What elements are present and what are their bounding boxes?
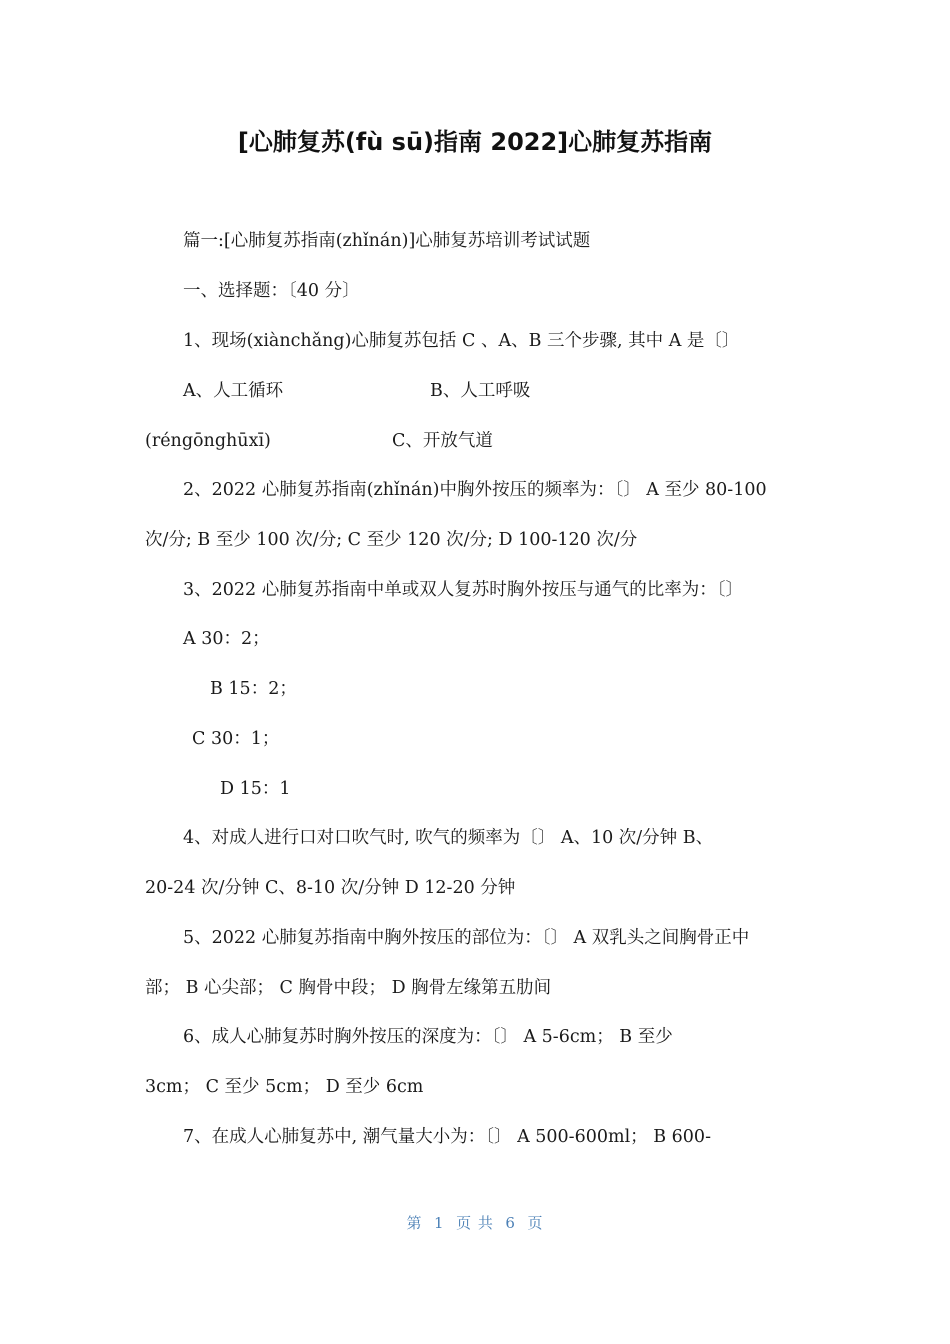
question-5-continued: 部； B 心尖部； C 胸骨中段； D 胸骨左缘第五肋间 [145, 978, 552, 998]
question-1: 1、现场(xiànchǎng)心肺复苏包括 C 、A、B 三个步骤, 其中 A 是〔〕 [183, 331, 740, 351]
question-1-option-c: C、开放气道 [392, 431, 493, 451]
question-3-option-d: D 15：1 [220, 779, 291, 799]
question-type-heading: 一、选择题：〔40 分〕 [183, 281, 360, 301]
question-1-option-b-pinyin: (réngōnghūxī) [145, 431, 271, 451]
question-1-option-b: B、人工呼吸 [430, 381, 531, 401]
question-2: 2、2022 心肺复苏指南(zhǐnán)中胸外按压的频率为：〔〕 A 至少 80-100 [183, 480, 767, 500]
question-4-continued: 20-24 次/分钟 C、8-10 次/分钟 D 12-20 分钟 [145, 878, 516, 898]
question-2-continued: 次/分; B 至少 100 次/分; C 至少 120 次/分; D 100-120 次/分 [145, 530, 638, 550]
document-title: [心肺复苏(fù sū)指南 2022]心肺复苏指南 [237, 128, 713, 156]
question-3-option-b: B 15：2； [210, 679, 297, 699]
question-6: 6、成人心肺复苏时胸外按压的深度为：〔〕 A 5-6cm； B 至少 [183, 1027, 673, 1047]
page-number-footer: 第 1 页 共 6 页 [406, 1214, 544, 1232]
question-7: 7、在成人心肺复苏中, 潮气量大小为：〔〕 A 500-600ml； B 600- [183, 1127, 711, 1147]
question-4: 4、对成人进行口对口吹气时, 吹气的频率为〔〕 A、10 次/分钟 B、 [183, 828, 714, 848]
question-5: 5、2022 心肺复苏指南中胸外按压的部位为：〔〕 A 双乳头之间胸骨正中 [183, 928, 750, 948]
section-heading: 篇一:[心肺复苏指南(zhǐnán)]心肺复苏培训考试试题 [183, 231, 591, 251]
question-3-option-c: C 30：1； [192, 729, 280, 749]
question-3: 3、2022 心肺复苏指南中单或双人复苏时胸外按压与通气的比率为：〔〕 [183, 580, 743, 600]
question-1-option-a: A、人工循环 [183, 381, 284, 401]
question-6-continued: 3cm； C 至少 5cm； D 至少 6cm [145, 1077, 424, 1097]
question-3-option-a: A 30：2； [183, 629, 270, 649]
